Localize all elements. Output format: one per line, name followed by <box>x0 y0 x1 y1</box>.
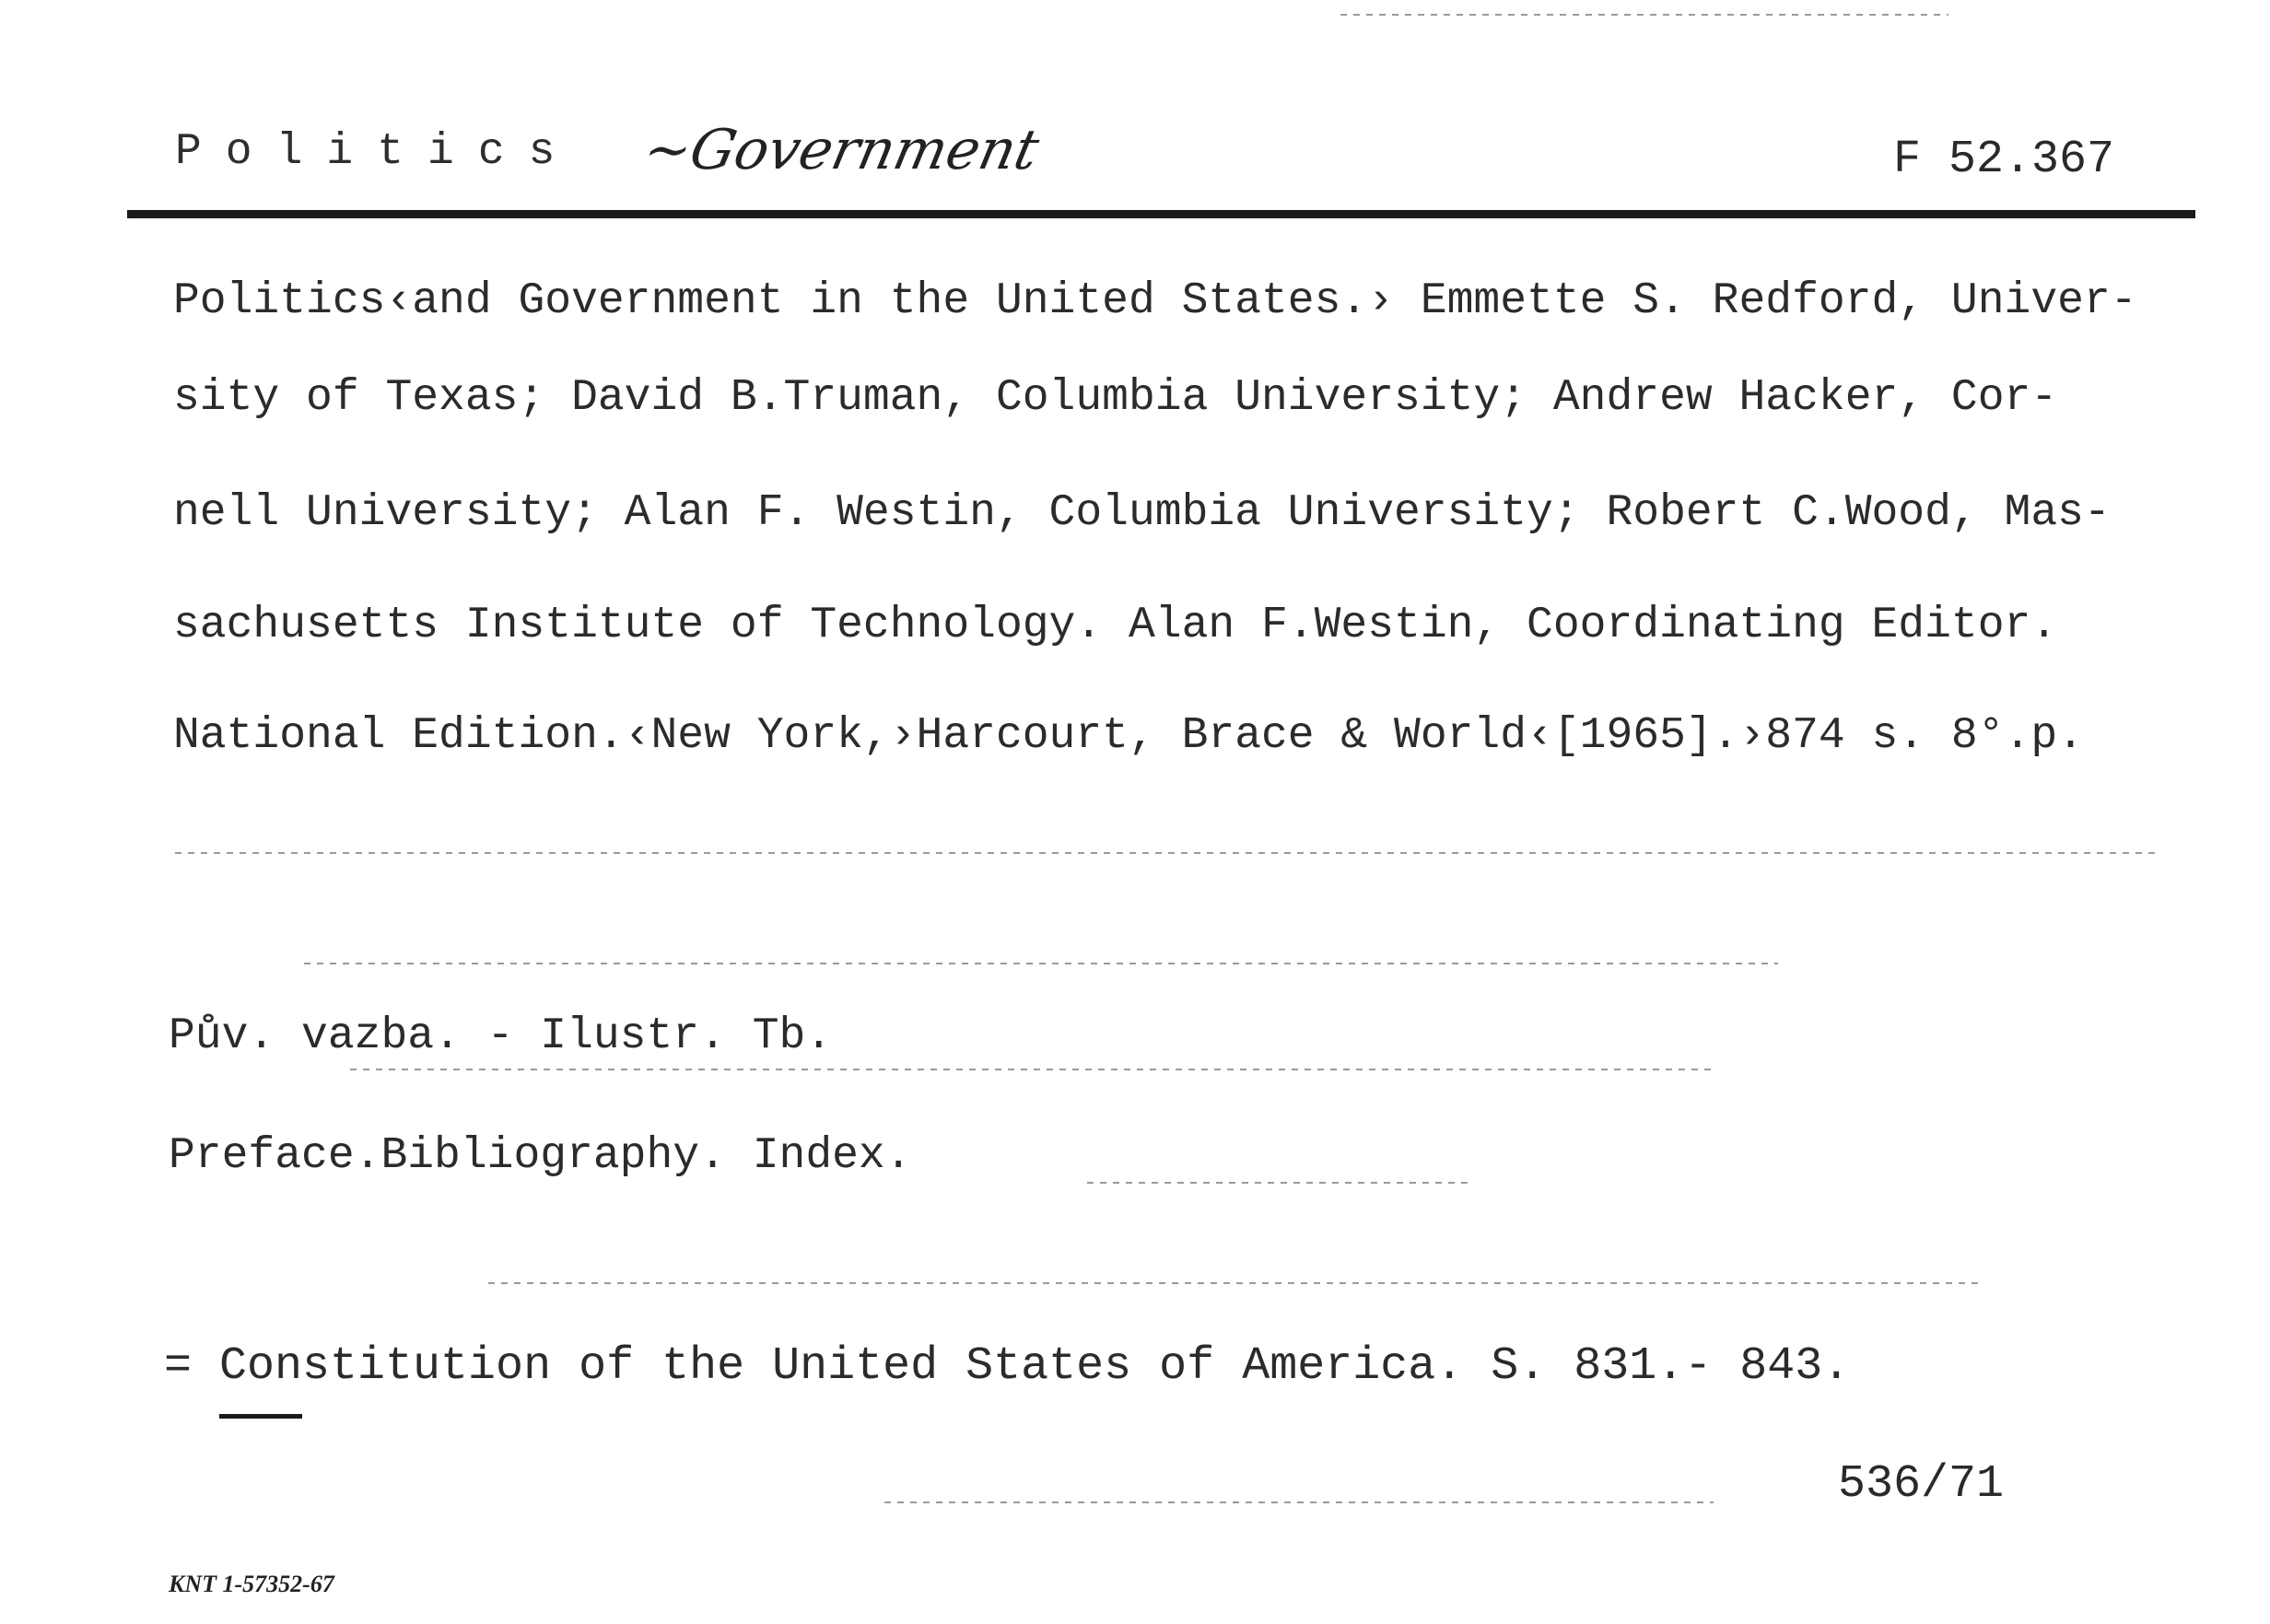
dotted-divider <box>175 852 2156 854</box>
dotted-divider <box>304 963 1778 964</box>
contents-note: Preface.Bibliography. Index. <box>169 1131 912 1181</box>
title-line: Politics‹and Government in the United States.› Emmette S. Redford, Univer- <box>173 276 2137 326</box>
heading-rule <box>127 210 2195 218</box>
dotted-divider <box>1087 1182 1474 1184</box>
dotted-divider <box>1340 14 1948 16</box>
related-entry: = Constitution of the United States of America. S. 831.- 843. <box>164 1340 1851 1393</box>
call-number: F 52.367 <box>1893 134 2115 186</box>
footer-code: KNT 1-57352-67 <box>169 1571 334 1597</box>
handwritten-note: ~Government <box>638 118 1045 182</box>
title-line: nell University; Alan F. Westin, Columbia University; Robert C.Wood, Mas- <box>173 488 2111 538</box>
title-line: sachusetts Institute of Technology. Alan F.Westin, Coordinating Editor. <box>173 601 2058 650</box>
dotted-divider <box>884 1501 1714 1503</box>
related-underline <box>219 1414 302 1419</box>
subject-heading: Politics <box>175 127 579 177</box>
dotted-divider <box>488 1282 1981 1284</box>
title-line: sity of Texas; David B.Truman, Columbia University; Andrew Hacker, Cor- <box>173 373 2058 423</box>
dotted-divider <box>350 1069 1714 1070</box>
accession-number: 536/71 <box>1838 1458 2005 1511</box>
physical-note: Pův. vazba. - Ilustr. Tb. <box>169 1011 833 1061</box>
title-line: National Edition.‹New York,›Harcourt, Brace & World‹[1965].›874 s. 8°.p. <box>173 711 2084 761</box>
